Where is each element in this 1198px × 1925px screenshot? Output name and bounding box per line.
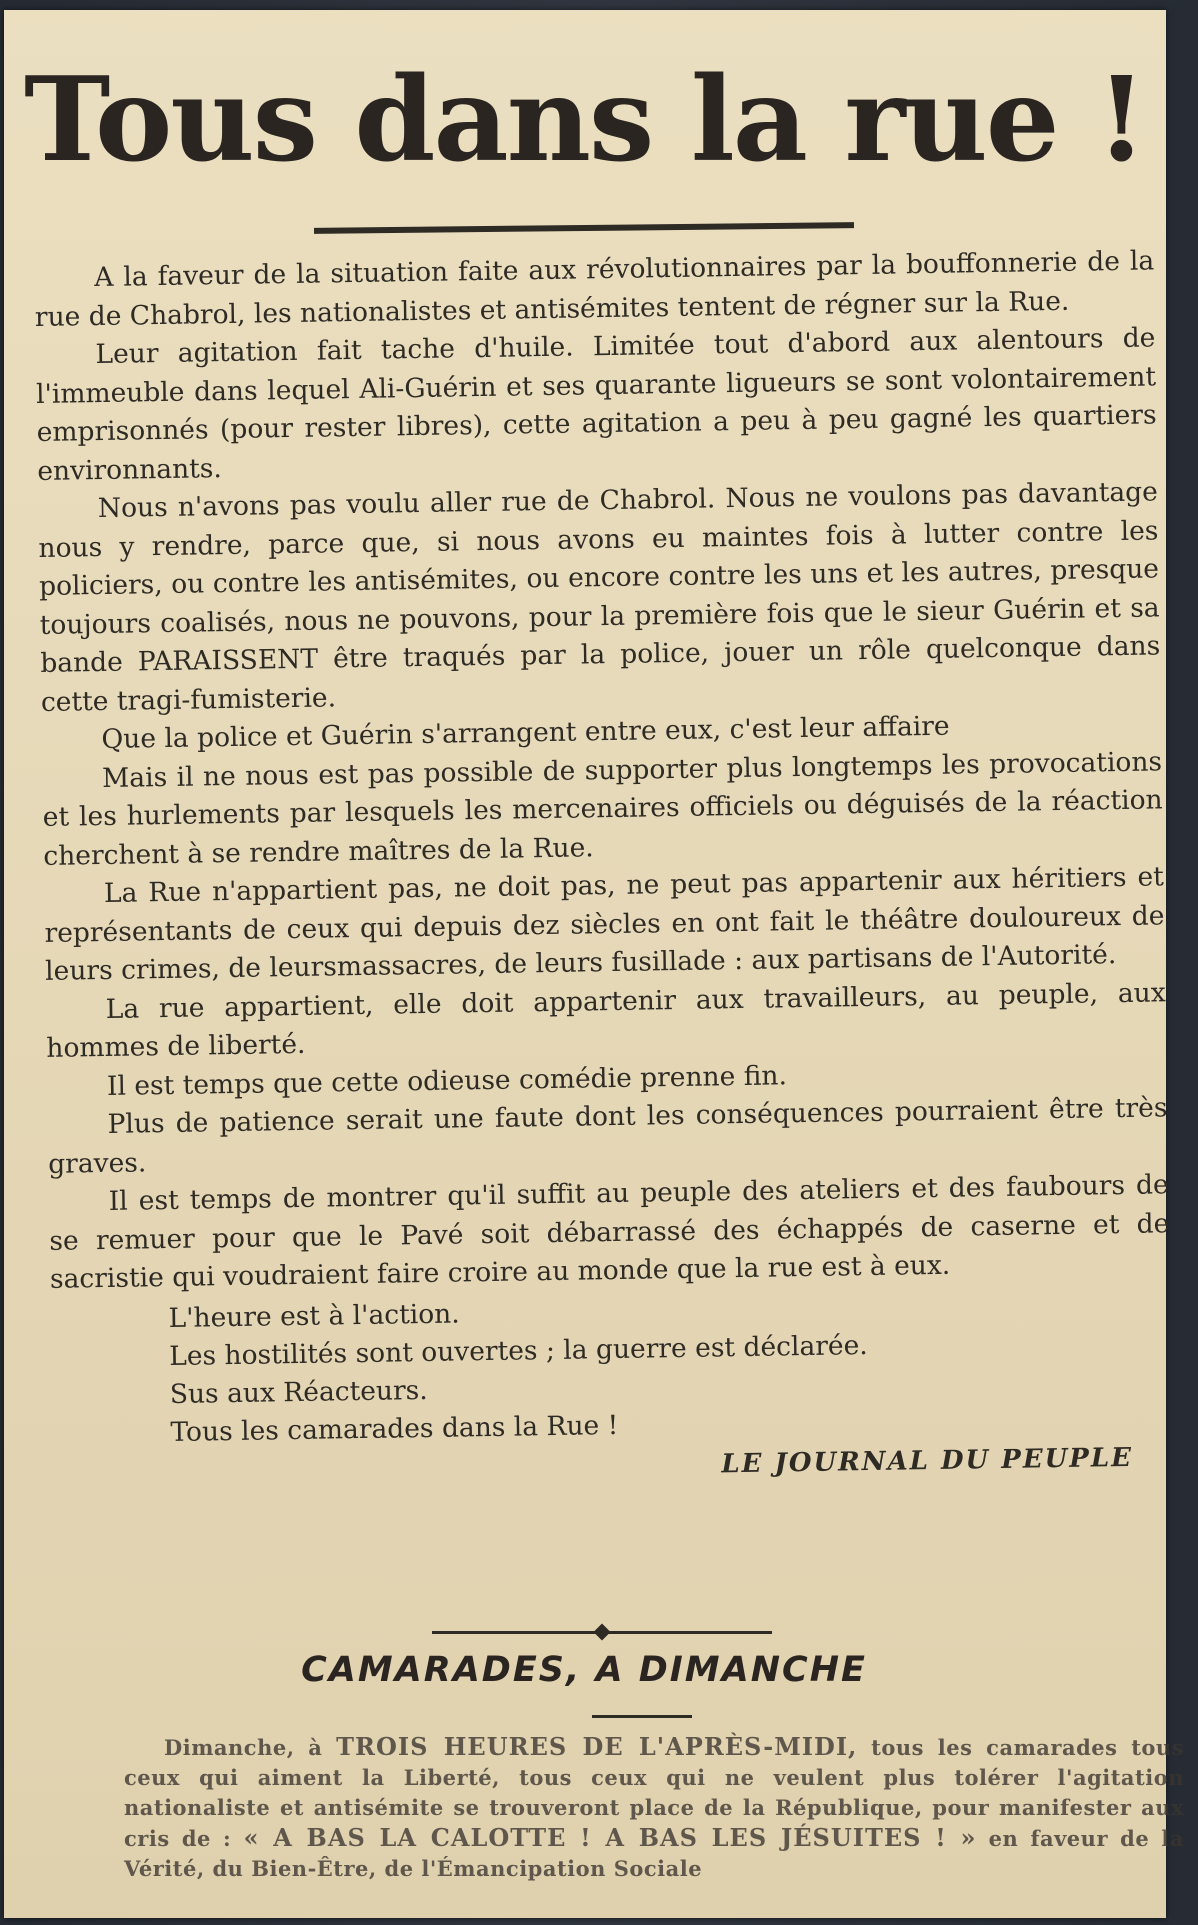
paragraph: Plus de patience serait une faute dont les conséquences pourraient être très graves.	[47, 1092, 1168, 1180]
paragraph: Il est temps que cette odieuse comédie prenne fin.	[106, 1059, 788, 1102]
paragraph: Il est temps de montrer qu'il suffit au peuple des ateliers et des faubours de se remuer pour que le Pavé soit débarrassé des échappés de caserne et de sacristie qui voudraient faire croire au monde que la rue est à eux.	[49, 1169, 1170, 1295]
section-divider	[432, 1622, 772, 1642]
notice-slogan: « A BAS LA CALOTTE ! A BAS LES JÉSUITES ! »	[243, 1823, 977, 1852]
paragraph: La Rue n'appartient pas, ne doit pas, ne peut pas appartenir aux héritiers et représentants de ceux qui depuis dez siècles en ont fait le théâtre douloureux de leurs crimes, de leursmassacres, de leurs fusillade : aux partisans de l'Autorité.	[44, 861, 1165, 987]
paragraph: La rue appartient, elle doit appartenir aux travailleurs, au peuple, aux hommes de liberté.	[46, 976, 1166, 1064]
closing-line: Sus aux Réacteurs.	[169, 1374, 428, 1410]
headline: Tous dans la rue !	[24, 52, 1145, 188]
notice-paragraph	[124, 1732, 1184, 1884]
notice-rule	[592, 1715, 692, 1718]
closing-lines	[50, 1284, 1172, 1454]
closing-line: Les hostilités sont ouvertes ; la guerre est déclarée.	[168, 1329, 868, 1372]
divider-diamond	[594, 1624, 611, 1641]
notice-text: tous les camarades tous ceux qui aiment la Liberté, tous ceux qui ne veulent plus tolérer l'agitation nationaliste et antisémite se trouveront place de la République, pour manifester aux cris de :	[124, 1735, 1184, 1851]
newspaper-clipping	[4, 10, 1184, 1918]
closing-line: L'heure est à l'action.	[168, 1297, 460, 1334]
paragraph: Mais il ne nous est pas possible de supporter plus longtemps les provocations et les hurlements par lesquels les mercenaires officiels ou déguisés de la réaction cherchent à se rendre maîtres de la Rue.	[42, 745, 1163, 872]
article-body	[34, 242, 1173, 1493]
closing-line: Tous les camarades dans la Rue !	[170, 1409, 619, 1448]
headline-rule	[314, 222, 854, 234]
signature: LE JOURNAL DU PEUPLE	[721, 1442, 1134, 1479]
paragraph: Nous n'avons pas voulu aller rue de Chabrol. Nous ne voulons pas davantage nous y rendre, parce que, si nous avons eu maintes fois à lutter contre les policiers, ou contre les antisémites, ou encore contre les uns et les autres, presque toujours coalisés, nous ne pouvons, pour la première fois que le sieur Guérin et sa bande PARAISSENT être traqués par la police, jouer un rôle quelconque dans cette tragi-fumisterie.	[38, 476, 1161, 718]
paragraph: A la faveur de la situation faite aux révolutionnaires par la bouffonnerie de la rue de Chabrol, les nationalistes et antisémites tentent de régner sur la Rue.	[34, 245, 1155, 333]
notice-title: CAMARADES, A DIMANCHE	[301, 1650, 867, 1690]
notice-lead: Dimanche, à	[164, 1735, 337, 1760]
notice-body	[124, 1732, 1184, 1884]
notice-text-end: en faveur de la Vérité, du Bien-Être, de l'Émancipation Sociale	[124, 1826, 1184, 1881]
notice-time: TROIS HEURES DE L'APRÈS-MIDI,	[336, 1732, 858, 1761]
paragraph: Que la police et Guérin s'arrangent entre eux, c'est leur affaire	[101, 710, 950, 755]
paragraph: Leur agitation fait tache d'huile. Limitée tout d'abord aux alentours de l'immeuble dans lequel Ali-Guérin et ses quarante ligueurs se sont volontairement emprisonnés (pour rester libres), cette agitation a peu à peu gagné les quartiers environnants.	[35, 322, 1157, 487]
